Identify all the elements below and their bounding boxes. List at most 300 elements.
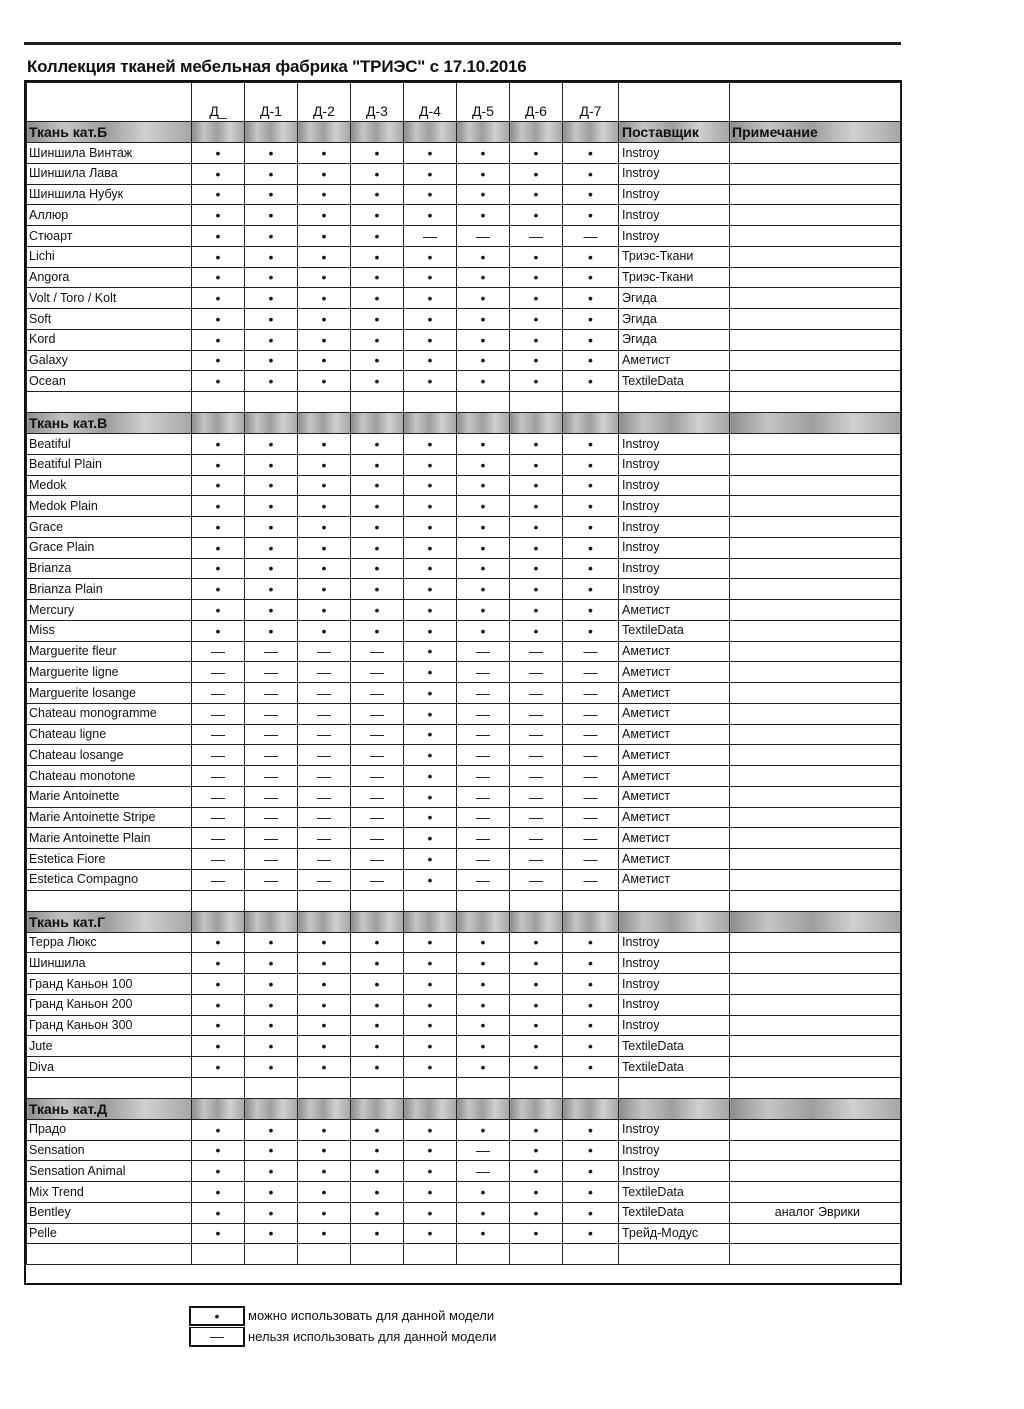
note-cell [730, 994, 901, 1015]
supplier-name: Аметист [619, 766, 730, 787]
fabric-name: Marie Antoinette [27, 786, 192, 807]
blank-cell [27, 1244, 192, 1265]
supplier-name: Аметист [619, 745, 730, 766]
not-allowed-mark: — [245, 662, 298, 683]
allowed-mark: • [457, 288, 510, 309]
top-rule [24, 42, 901, 45]
allowed-mark: • [298, 267, 351, 288]
note-cell [730, 953, 901, 974]
allowed-mark: • [457, 475, 510, 496]
category-cell [563, 122, 619, 143]
not-allowed-mark: — [245, 849, 298, 870]
allowed-mark: • [245, 267, 298, 288]
note-cell [730, 1223, 901, 1244]
allowed-mark: • [404, 371, 457, 392]
blank-cell [404, 1244, 457, 1265]
allowed-mark: • [404, 288, 457, 309]
note-cell [730, 683, 901, 704]
note-cell [730, 600, 901, 621]
allowed-mark: • [298, 579, 351, 600]
allowed-mark: • [245, 454, 298, 475]
blank-cell [563, 1244, 619, 1265]
allowed-mark: • [351, 475, 404, 496]
allowed-mark: • [298, 1140, 351, 1161]
fabric-name: Grace [27, 517, 192, 538]
allowed-mark: • [457, 1202, 510, 1223]
fabric-row [27, 226, 901, 247]
supplier-name: TextileData [619, 371, 730, 392]
allowed-mark: • [404, 537, 457, 558]
allowed-mark: • [457, 143, 510, 164]
allowed-mark: • [298, 558, 351, 579]
allowed-mark: • [563, 517, 619, 538]
supplier-name: Аметист [619, 683, 730, 704]
allowed-mark: • [298, 517, 351, 538]
allowed-mark: • [351, 932, 404, 953]
allowed-mark: • [404, 1015, 457, 1036]
allowed-mark: • [563, 932, 619, 953]
allowed-mark: • [510, 1202, 563, 1223]
fabric-row [27, 184, 901, 205]
allowed-mark: • [510, 1223, 563, 1244]
supplier-name: Эгида [619, 288, 730, 309]
not-allowed-mark: — [351, 662, 404, 683]
allowed-mark: • [351, 537, 404, 558]
fabric-row [27, 807, 901, 828]
allowed-mark: • [510, 1119, 563, 1140]
not-allowed-mark: — [510, 226, 563, 247]
not-allowed-mark: — [457, 745, 510, 766]
blank-cell [619, 1077, 730, 1098]
allowed-mark: • [457, 205, 510, 226]
not-allowed-mark: — [510, 662, 563, 683]
allowed-mark: • [457, 932, 510, 953]
allowed-mark: • [298, 974, 351, 995]
not-allowed-mark: — [563, 766, 619, 787]
category-cell [563, 911, 619, 932]
allowed-mark: • [404, 807, 457, 828]
not-allowed-mark: — [192, 724, 245, 745]
note-cell [730, 662, 901, 683]
blank-cell [245, 1077, 298, 1098]
fabric-row [27, 828, 901, 849]
fabric-row [27, 205, 901, 226]
note-cell [730, 184, 901, 205]
not-allowed-mark: — [563, 724, 619, 745]
allowed-mark: • [192, 163, 245, 184]
not-allowed-mark: — [245, 745, 298, 766]
allowed-mark: • [563, 1036, 619, 1057]
blank-cell [298, 1077, 351, 1098]
note-cell [730, 745, 901, 766]
note-cell [730, 766, 901, 787]
fabric-row [27, 1182, 901, 1203]
allowed-mark: • [298, 932, 351, 953]
fabric-name: Шиншила Винтаж [27, 143, 192, 164]
fabric-row [27, 288, 901, 309]
allowed-mark: • [192, 1015, 245, 1036]
allowed-mark: • [404, 143, 457, 164]
allowed-mark: • [457, 620, 510, 641]
not-allowed-mark: — [298, 745, 351, 766]
allowed-mark: • [351, 974, 404, 995]
supplier-name: TextileData [619, 1202, 730, 1223]
fabric-name: Терра Люкс [27, 932, 192, 953]
allowed-mark: • [245, 974, 298, 995]
allowed-mark: • [404, 932, 457, 953]
allowed-mark: • [192, 454, 245, 475]
note-cell [730, 288, 901, 309]
fabric-name: Pelle [27, 1223, 192, 1244]
allowed-mark: • [457, 994, 510, 1015]
allowed-mark: • [192, 434, 245, 455]
not-allowed-mark: — [298, 641, 351, 662]
category-cell [298, 1098, 351, 1119]
allowed-mark: • [457, 246, 510, 267]
supplier-name: Instroy [619, 974, 730, 995]
not-allowed-mark: — [192, 641, 245, 662]
allowed-mark: • [563, 371, 619, 392]
allowed-mark: • [298, 1036, 351, 1057]
fabric-row [27, 1015, 901, 1036]
note-cell [730, 1036, 901, 1057]
allowed-mark: • [404, 579, 457, 600]
allowed-mark: • [563, 558, 619, 579]
category-cell [245, 1098, 298, 1119]
blank-cell [619, 890, 730, 911]
supplier-name: Аметист [619, 350, 730, 371]
allowed-mark: • [245, 1119, 298, 1140]
blank-cell [457, 1244, 510, 1265]
fabric-name: Sensation Animal [27, 1161, 192, 1182]
allowed-mark: • [563, 184, 619, 205]
note-cell [730, 267, 901, 288]
not-allowed-mark: — [510, 849, 563, 870]
fabric-row [27, 558, 901, 579]
not-allowed-mark: — [298, 849, 351, 870]
not-allowed-mark: — [563, 869, 619, 890]
supplier-name: Instroy [619, 932, 730, 953]
allowed-mark: • [563, 974, 619, 995]
blank-row [27, 1077, 901, 1098]
fabric-row [27, 953, 901, 974]
allowed-mark: • [510, 1036, 563, 1057]
not-allowed-mark: — [245, 828, 298, 849]
not-allowed-mark: — [457, 662, 510, 683]
allowed-mark: • [510, 558, 563, 579]
fabric-name: Аллюр [27, 205, 192, 226]
allowed-mark: • [245, 1015, 298, 1036]
note-cell [730, 1015, 901, 1036]
allowed-mark: • [351, 143, 404, 164]
not-allowed-mark: — [192, 766, 245, 787]
not-allowed-mark: — [192, 745, 245, 766]
category-cell [351, 413, 404, 434]
allowed-mark: • [351, 620, 404, 641]
fabric-row [27, 724, 901, 745]
allowed-mark: • [298, 1015, 351, 1036]
category-cell [298, 122, 351, 143]
supplier-name: Instroy [619, 434, 730, 455]
allowed-mark: • [245, 1057, 298, 1078]
allowed-mark: • [404, 683, 457, 704]
supplier-name: Instroy [619, 1140, 730, 1161]
allowed-mark: • [298, 620, 351, 641]
category-cell [245, 413, 298, 434]
allowed-mark: • [510, 329, 563, 350]
allowed-mark: • [298, 246, 351, 267]
fabric-row [27, 434, 901, 455]
blank-cell [192, 1244, 245, 1265]
fabric-name: Прадо [27, 1119, 192, 1140]
allowed-mark: • [192, 267, 245, 288]
note-cell [730, 828, 901, 849]
category-cell [192, 413, 245, 434]
not-allowed-mark: — [298, 869, 351, 890]
category-cell [298, 911, 351, 932]
fabric-name: Chateau monogramme [27, 703, 192, 724]
allowed-mark: • [404, 163, 457, 184]
not-allowed-mark: — [457, 683, 510, 704]
supplier-name: Instroy [619, 1119, 730, 1140]
note-cell [730, 537, 901, 558]
blank-cell [298, 890, 351, 911]
not-allowed-mark: — [351, 869, 404, 890]
fabric-row [27, 371, 901, 392]
allowed-mark: • [351, 496, 404, 517]
not-allowed-mark: — [192, 807, 245, 828]
allowed-mark: • [351, 246, 404, 267]
not-allowed-mark: — [298, 703, 351, 724]
allowed-mark: • [351, 1202, 404, 1223]
legend-text-no: нельзя использовать для данной модели [248, 1329, 497, 1344]
blank-cell [192, 1077, 245, 1098]
blank-cell [404, 1077, 457, 1098]
category-cell [245, 911, 298, 932]
supplier-name: Аметист [619, 807, 730, 828]
fabric-name: Гранд Каньон 200 [27, 994, 192, 1015]
fabric-row [27, 600, 901, 621]
allowed-mark: • [351, 558, 404, 579]
note-cell [730, 371, 901, 392]
allowed-mark: • [245, 1036, 298, 1057]
column-header-1: Д-1 [245, 83, 298, 122]
category-cell [192, 122, 245, 143]
note-cell [730, 869, 901, 890]
allowed-mark: • [563, 579, 619, 600]
allowed-mark: • [192, 517, 245, 538]
allowed-mark: • [510, 475, 563, 496]
allowed-mark: • [351, 350, 404, 371]
fabric-row [27, 246, 901, 267]
allowed-mark: • [351, 1057, 404, 1078]
category-cell [404, 413, 457, 434]
fabric-row [27, 703, 901, 724]
category-cell [457, 122, 510, 143]
supplier-name: Instroy [619, 558, 730, 579]
category-name: Ткань кат.Г [27, 911, 192, 932]
fabric-name: Chateau losange [27, 745, 192, 766]
allowed-mark: • [298, 143, 351, 164]
supplier-name: Instroy [619, 184, 730, 205]
allowed-mark: • [457, 1057, 510, 1078]
blank-row [27, 890, 901, 911]
supplier-name: Instroy [619, 953, 730, 974]
supplier-name: Аметист [619, 786, 730, 807]
allowed-mark: • [404, 205, 457, 226]
note-cell [730, 205, 901, 226]
allowed-mark: • [351, 434, 404, 455]
category-cell [457, 1098, 510, 1119]
category-cell [351, 911, 404, 932]
supplier-name: Instroy [619, 143, 730, 164]
fabric-name: Brianza Plain [27, 579, 192, 600]
legend [189, 1305, 496, 1347]
not-allowed-mark: — [298, 807, 351, 828]
allowed-mark: • [298, 1182, 351, 1203]
not-allowed-mark: — [457, 828, 510, 849]
category-row [27, 122, 901, 143]
allowed-mark: • [245, 496, 298, 517]
not-allowed-mark: — [245, 703, 298, 724]
blank-cell [27, 890, 192, 911]
category-row [27, 1098, 901, 1119]
allowed-mark: • [298, 1057, 351, 1078]
fabric-row [27, 1119, 901, 1140]
category-cell [192, 911, 245, 932]
fabric-row [27, 662, 901, 683]
note-cell [730, 246, 901, 267]
supplier-name: Instroy [619, 994, 730, 1015]
allowed-mark: • [192, 1057, 245, 1078]
blank-cell [351, 392, 404, 413]
supplier-name: Аметист [619, 849, 730, 870]
blank-cell [457, 1077, 510, 1098]
allowed-mark: • [351, 579, 404, 600]
not-allowed-mark: — [510, 828, 563, 849]
fabric-name: Bentley [27, 1202, 192, 1223]
allowed-mark: • [457, 454, 510, 475]
allowed-mark: • [404, 434, 457, 455]
allowed-mark: • [404, 994, 457, 1015]
not-allowed-mark: — [245, 683, 298, 704]
allowed-mark: • [192, 974, 245, 995]
fabric-name: Miss [27, 620, 192, 641]
allowed-mark: • [510, 143, 563, 164]
allowed-mark: • [298, 371, 351, 392]
allowed-mark: • [404, 454, 457, 475]
allowed-mark: • [404, 869, 457, 890]
allowed-mark: • [351, 226, 404, 247]
allowed-mark: • [245, 184, 298, 205]
not-allowed-mark: — [351, 766, 404, 787]
supplier-name: Аметист [619, 828, 730, 849]
not-allowed-mark: — [351, 641, 404, 662]
fabric-name: Galaxy [27, 350, 192, 371]
allowed-mark: • [351, 267, 404, 288]
allowed-mark: • [298, 205, 351, 226]
note-cell [730, 163, 901, 184]
blank-row [27, 392, 901, 413]
supplier-name: TextileData [619, 1182, 730, 1203]
allowed-mark: • [510, 371, 563, 392]
allowed-mark: • [510, 1015, 563, 1036]
fabric-name: Kord [27, 329, 192, 350]
blank-cell [298, 1244, 351, 1265]
column-header-0: Д_ [192, 83, 245, 122]
allowed-mark: • [245, 288, 298, 309]
fabric-name: Marie Antoinette Stripe [27, 807, 192, 828]
blank-cell [351, 1077, 404, 1098]
allowed-mark: • [192, 475, 245, 496]
fabric-row [27, 537, 901, 558]
not-allowed-mark: — [510, 807, 563, 828]
allowed-mark: • [457, 371, 510, 392]
allowed-mark: • [404, 786, 457, 807]
allowed-mark: • [510, 205, 563, 226]
not-allowed-mark: — [457, 849, 510, 870]
allowed-mark: • [563, 288, 619, 309]
note-cell [730, 475, 901, 496]
not-allowed-mark: — [192, 662, 245, 683]
allowed-mark: • [563, 163, 619, 184]
header-supplier-blank [619, 83, 730, 122]
allowed-mark: • [404, 1223, 457, 1244]
fabric-name: Шиншила Нубук [27, 184, 192, 205]
legend-row-no [189, 1326, 496, 1347]
legend-symbol-yes: • [189, 1306, 245, 1326]
supplier-name: Instroy [619, 475, 730, 496]
fabric-row [27, 745, 901, 766]
not-allowed-mark: — [298, 662, 351, 683]
fabric-row [27, 267, 901, 288]
note-cell: аналог Эврики [730, 1202, 901, 1223]
category-cell [404, 1098, 457, 1119]
note-cell [730, 226, 901, 247]
not-allowed-mark: — [457, 786, 510, 807]
not-allowed-mark: — [457, 703, 510, 724]
blank-cell [563, 890, 619, 911]
fabric-name: Brianza [27, 558, 192, 579]
note-cell [730, 849, 901, 870]
allowed-mark: • [245, 371, 298, 392]
fabric-row [27, 143, 901, 164]
not-allowed-mark: — [192, 828, 245, 849]
not-allowed-mark: — [563, 807, 619, 828]
fabric-name: Medok Plain [27, 496, 192, 517]
not-allowed-mark: — [510, 724, 563, 745]
document-title: Коллекция тканей мебельная фабрика "ТРИЭС" с 17.10.2016 [27, 57, 527, 76]
allowed-mark: • [404, 267, 457, 288]
supplier-name: Триэс-Ткани [619, 267, 730, 288]
allowed-mark: • [457, 267, 510, 288]
supplier-header: Поставщик [619, 122, 730, 143]
allowed-mark: • [192, 579, 245, 600]
not-allowed-mark: — [298, 828, 351, 849]
allowed-mark: • [457, 184, 510, 205]
allowed-mark: • [457, 558, 510, 579]
allowed-mark: • [351, 953, 404, 974]
allowed-mark: • [404, 184, 457, 205]
not-allowed-mark: — [510, 641, 563, 662]
blank-cell [730, 1077, 901, 1098]
fabric-name: Diva [27, 1057, 192, 1078]
allowed-mark: • [404, 620, 457, 641]
allowed-mark: • [192, 1182, 245, 1203]
allowed-mark: • [457, 496, 510, 517]
fabric-name: Marguerite losange [27, 683, 192, 704]
blank-cell [510, 1077, 563, 1098]
